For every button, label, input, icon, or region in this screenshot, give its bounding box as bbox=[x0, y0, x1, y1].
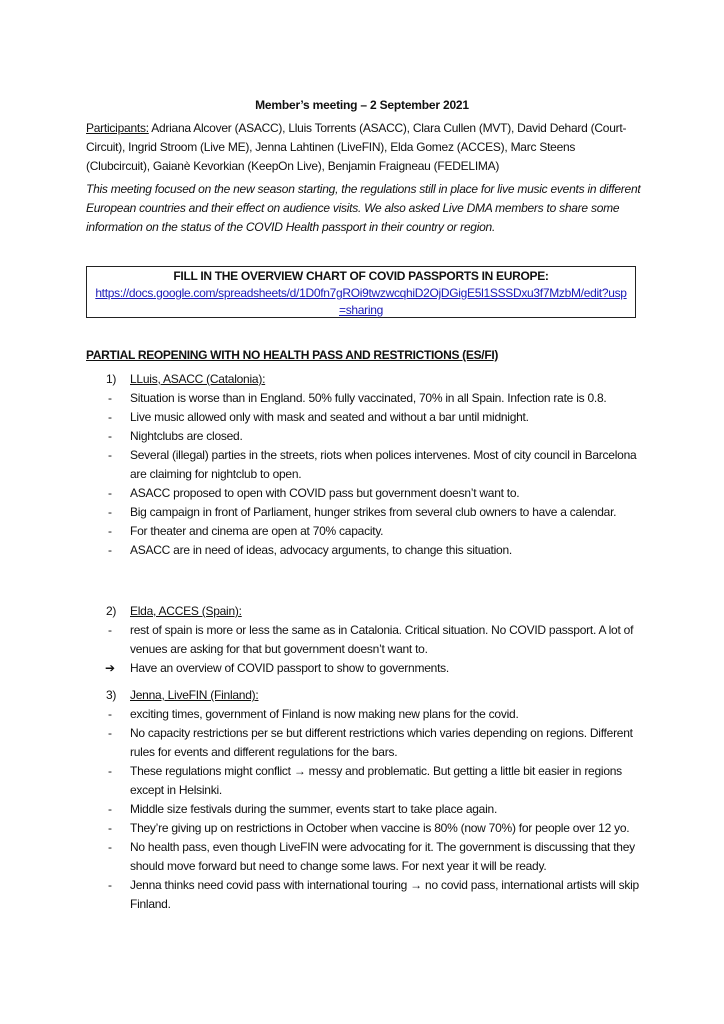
list-item bbox=[86, 484, 646, 503]
dash-bullet-icon: - bbox=[108, 486, 112, 500]
list-item bbox=[86, 427, 646, 446]
list-item-text: These regulations might conflict → messy and problematic. But getting a little bit easier in regions except in Helsinki. bbox=[130, 764, 622, 797]
list-item-text: ASACC are in need of ideas, advocacy arguments, to change this situation. bbox=[130, 543, 512, 557]
list-item-text: Jenna thinks need covid pass with international touring → no covid pass, international artists will skip Finland. bbox=[130, 878, 639, 911]
item-number: 2) bbox=[106, 604, 117, 618]
list-item-text: Live music allowed only with mask and seated and without a bar until midnight. bbox=[130, 410, 529, 424]
callout-heading: FILL IN THE OVERVIEW CHART OF COVID PASSPORTS IN EUROPE: bbox=[173, 269, 549, 283]
section-heading: PARTIAL REOPENING WITH NO HEALTH PASS AND RESTRICTIONS (ES/FI) bbox=[86, 348, 499, 362]
list-item bbox=[86, 876, 646, 914]
list-item-text: No health pass, even though LiveFIN were advocating for it. The government is discussing that they should move forward but need to change some laws. For next year it will be ready. bbox=[130, 840, 635, 873]
list-item-text: rest of spain is more or less the same as in Catalonia. Critical situation. No COVID passport. A lot of venues are asking for that but government doesn’t want to. bbox=[130, 623, 634, 656]
list-item bbox=[86, 705, 646, 724]
list-item bbox=[86, 389, 646, 408]
list-item bbox=[86, 800, 646, 819]
dash-bullet-icon: - bbox=[108, 524, 112, 538]
list-item-text: They’re giving up on restrictions in October when vaccine is 80% (now 70%) for people over 12 yo. bbox=[130, 821, 630, 835]
dash-bullet-icon: - bbox=[108, 878, 112, 892]
list-item-text: For theater and cinema are open at 70% capacity. bbox=[130, 524, 384, 538]
list-item bbox=[86, 522, 646, 541]
item-heading-text: LLuis, ASACC (Catalonia): bbox=[130, 372, 266, 386]
callout-box bbox=[86, 266, 636, 318]
dash-bullet-icon: - bbox=[108, 821, 112, 835]
dash-bullet-icon: - bbox=[108, 726, 112, 740]
item-heading-text: Jenna, LiveFIN (Finland): bbox=[130, 688, 259, 702]
dash-bullet-icon: - bbox=[108, 410, 112, 424]
item-heading bbox=[86, 686, 646, 705]
dash-bullet-icon: - bbox=[108, 840, 112, 854]
list-item-text: Big campaign in front of Parliament, hunger strikes from several club owners to have a calendar. bbox=[130, 505, 617, 519]
list-item-text: ASACC proposed to open with COVID pass but government doesn’t want to. bbox=[130, 486, 520, 500]
list-item-text: exciting times, government of Finland is now making new plans for the covid. bbox=[130, 707, 519, 721]
list-item-text: Have an overview of COVID passport to show to governments. bbox=[130, 661, 449, 675]
participants-list: Adriana Alcover (ASACC), Lluis Torrents (ASACC), Clara Cullen (MVT), David Dehard (Court-Circuit), Ingrid Stroom (Live ME), Jenna Lahtinen (LiveFIN), Elda Gomez (ACCES), Marc Steens (Clubcircuit), Gaianè Kevorkian (KeepOn Live), Benjamin Fraigneau (FEDELIMA) bbox=[86, 121, 627, 173]
spreadsheet-link[interactable]: https://docs.google.com/spreadsheets/d/1D0fn7gROi9twzwcqhiD2OjDGigE5l1SSSDxu3f7MzbM/edit?usp=sharing bbox=[95, 286, 627, 317]
dash-bullet-icon: - bbox=[108, 764, 112, 778]
list-item bbox=[86, 621, 646, 659]
item-spain bbox=[86, 602, 646, 678]
dash-bullet-icon: - bbox=[108, 707, 112, 721]
item-heading bbox=[86, 602, 646, 621]
arrow-bullet-icon: ➔ bbox=[105, 661, 115, 675]
list-item-text: Several (illegal) parties in the streets, riots when polices intervenes. Most of city council in Barcelona are claiming for nightclub to open. bbox=[130, 448, 637, 481]
dash-bullet-icon: - bbox=[108, 429, 112, 443]
page-title: Member’s meeting – 2 September 2021 bbox=[255, 98, 469, 112]
item-finland bbox=[86, 686, 646, 914]
dash-bullet-icon: - bbox=[108, 543, 112, 557]
item-number: 3) bbox=[106, 688, 117, 702]
item-heading bbox=[86, 370, 646, 389]
list-item bbox=[86, 446, 646, 484]
intro-paragraph: This meeting focused on the new season starting, the regulations still in place for live music events in different European countries and their effect on audience visits. We also asked Live DMA members to share some information on the status of the COVID Health passport in their country or region. bbox=[86, 182, 641, 234]
dash-bullet-icon: - bbox=[108, 448, 112, 462]
list-item bbox=[86, 838, 646, 876]
list-item bbox=[86, 762, 646, 800]
item-number: 1) bbox=[106, 372, 117, 386]
dash-bullet-icon: - bbox=[108, 802, 112, 816]
dash-bullet-icon: - bbox=[108, 623, 112, 637]
dash-bullet-icon: - bbox=[108, 391, 112, 405]
item-catalonia bbox=[86, 370, 646, 560]
list-item bbox=[86, 408, 646, 427]
list-item-text: Nightclubs are closed. bbox=[130, 429, 243, 443]
list-item-text: Middle size festivals during the summer, events start to take place again. bbox=[130, 802, 498, 816]
participants-paragraph bbox=[86, 119, 642, 176]
dash-bullet-icon: - bbox=[108, 505, 112, 519]
list-item bbox=[86, 503, 646, 522]
list-item bbox=[86, 819, 646, 838]
list-item bbox=[86, 724, 646, 762]
participants-label: Participants: bbox=[86, 121, 149, 135]
list-item-text: Situation is worse than in England. 50% fully vaccinated, 70% in all Spain. Infection rate is 0.8. bbox=[130, 391, 607, 405]
item-heading-text: Elda, ACCES (Spain): bbox=[130, 604, 242, 618]
list-item bbox=[86, 541, 646, 560]
list-item-text: No capacity restrictions per se but different restrictions which varies depending on regions. Different rules for events and different regulations for the bars. bbox=[130, 726, 633, 759]
list-item bbox=[86, 659, 646, 678]
